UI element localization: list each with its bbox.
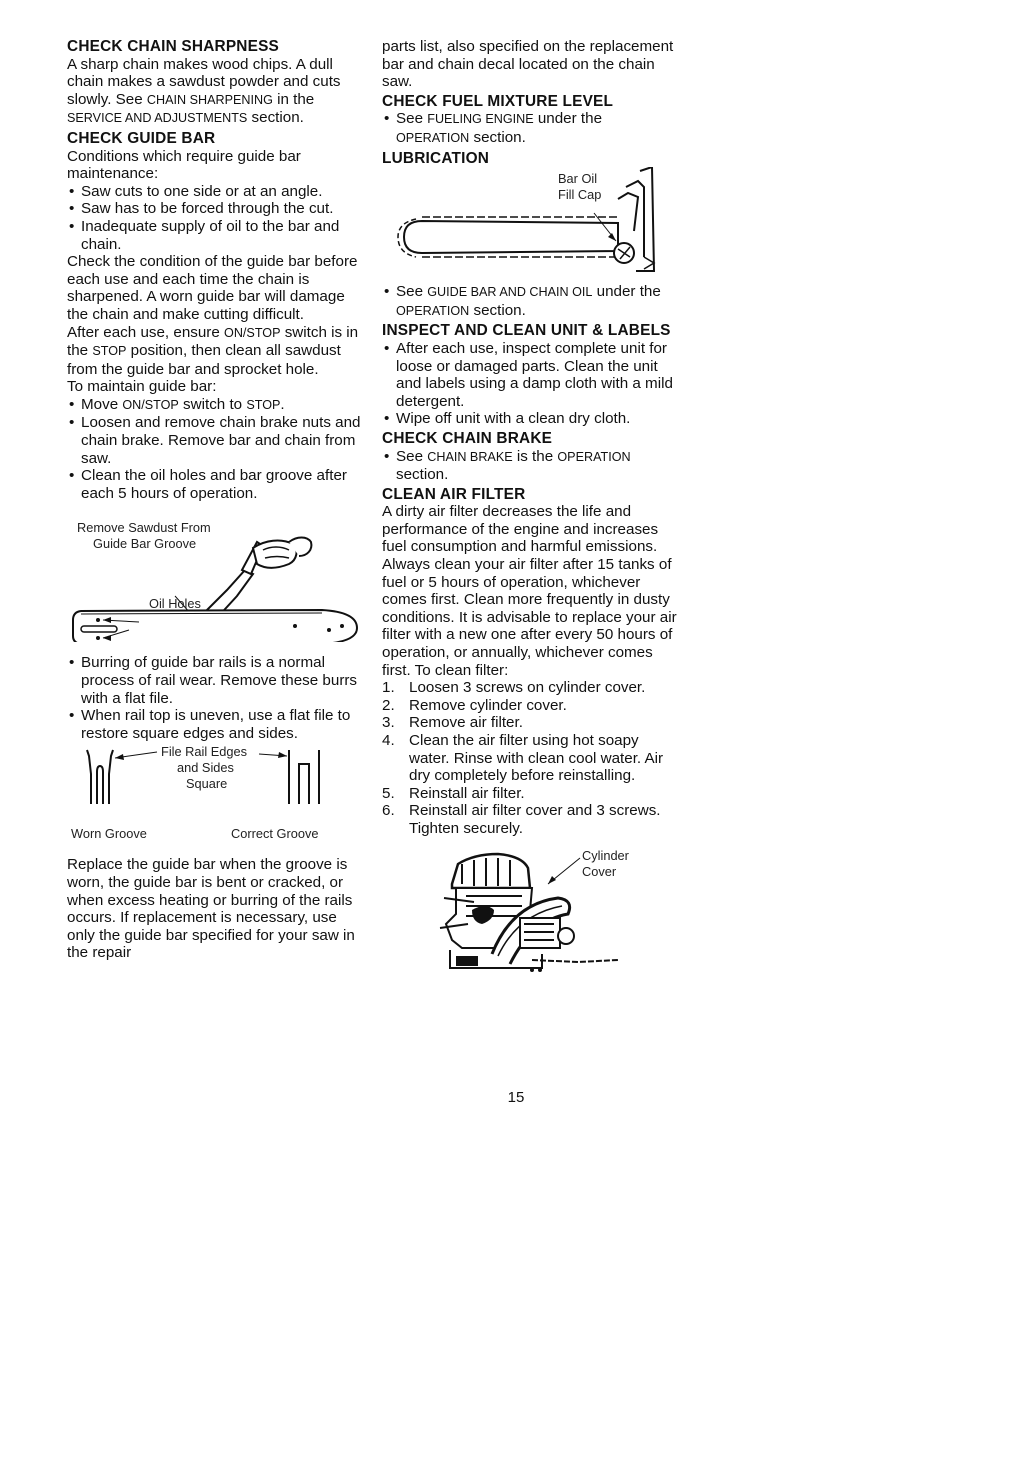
inspect-clean-section	[382, 322, 678, 428]
air-filter-steps	[382, 679, 678, 837]
list-item: 1. Loosen 3 screws on cylinder cover.	[382, 679, 646, 697]
bar-oil-illustration	[382, 167, 678, 277]
fuel-mixture-list	[382, 110, 678, 147]
sawdust-label-line-1: Remove Sawdust From	[77, 520, 211, 536]
cylinder-cover-illustration	[382, 844, 678, 980]
list-item: • Saw cuts to one side or at an angle.	[67, 183, 363, 201]
left-column	[67, 38, 363, 962]
list-item: • Loosen and remove chain brake nuts and chain brake. Remove bar and chain from saw.	[67, 414, 363, 467]
correct-groove-label: Correct Groove	[231, 826, 319, 842]
inspect-clean-heading: INSPECT AND CLEAN UNIT & LABELS	[382, 322, 671, 340]
list-item: • See FUELING ENGINE under the OPERATION section.	[382, 110, 678, 147]
groove-captions	[67, 826, 363, 852]
worn-groove-label: Worn Groove	[71, 826, 147, 842]
list-item: • Inadequate supply of oil to the bar and chain.	[67, 218, 363, 253]
list-item: • When rail top is uneven, use a flat file to restore square edges and sides.	[67, 707, 363, 742]
bar-oil-label-line-2: Fill Cap	[558, 187, 602, 203]
sawdust-label-line-2: Guide Bar Groove	[93, 536, 197, 552]
chain-sharpness-heading: CHECK CHAIN SHARPNESS	[67, 38, 279, 55]
chain-sharpness-text: A sharp chain makes wood chips. A dull chain makes a sawdust powder and cuts slowly. See CHAIN SHARPENING in the SERVICE AND ADJUSTMENTS section.	[67, 55, 341, 127]
page-number: 15	[507, 1089, 525, 1106]
list-item: 5. Reinstall air filter.	[382, 784, 525, 802]
cylinder-cover-figure	[382, 844, 678, 980]
lubrication-list	[382, 283, 678, 320]
list-item: • Wipe off unit with a clean dry cloth.	[382, 410, 678, 428]
rail-label-line-3: Square	[186, 776, 228, 792]
continued-text: parts list, also specified on the replacement bar and chain decal located on the chain saw.	[382, 38, 674, 91]
rail-groove-figure	[67, 744, 363, 826]
list-item: • Clean the oil holes and bar groove after each 5 hours of operation.	[67, 467, 363, 502]
guide-bar-after-use: After each use, ensure ON/STOP switch is in the STOP position, then clean all sawdust from the guide bar and sprocket hole.	[67, 323, 359, 378]
rail-label-line-1: File Rail Edges	[161, 744, 248, 760]
air-filter-section	[382, 486, 678, 980]
guide-bar-intro: Conditions which require guide bar maintenance:	[67, 147, 301, 183]
oil-holes-label: Oil Holes	[149, 596, 201, 612]
list-item: • Move ON/STOP switch to STOP.	[67, 396, 363, 415]
air-filter-heading: CLEAN AIR FILTER	[382, 485, 526, 503]
list-item: 4. Clean the air filter using hot soapy water. Rinse with clean cool water. Air dry completely before reinstalling.	[382, 732, 664, 785]
list-item: • After each use, inspect complete unit for loose or damaged parts. Clean the unit and labels using a damp cloth with a mild detergent.	[382, 340, 678, 410]
guide-bar-check-text: Check the condition of the guide bar before each use and each time the chain is sharpened. A worn guide bar will damage the chain and make cutting difficult.	[67, 253, 358, 323]
fuel-mixture-section	[382, 93, 678, 148]
rail-label-line-2: and Sides	[177, 760, 234, 776]
guide-bar-heading: CHECK GUIDE BAR	[67, 129, 216, 147]
list-item: • Saw has to be forced through the cut.	[67, 200, 363, 218]
list-item: 3. Remove air filter.	[382, 714, 523, 732]
chain-sharpness-section	[67, 38, 363, 128]
air-filter-intro: A dirty air filter decreases the life and performance of the engine and increases fuel consumption and harmful emissions. Always clean your air filter after 15 tanks of fuel or 5 hours of operation, whichever comes first. Clean more frequently in dusty conditions. It is advisable to replace your air filter with a new one after every 50 hours of operation, or annually, whichever comes first. To clean filter:	[382, 503, 677, 679]
replace-guide-bar-text: Replace the guide bar when the groove is worn, the guide bar is bent or cracked, or when excess heating or burring of the rails occurs. If replacement is necessary, use only the guide bar specified for your saw in the repair	[67, 856, 355, 962]
chain-brake-list	[382, 448, 678, 484]
cylinder-label-line-1: Cylinder	[582, 847, 629, 863]
bar-oil-label-line-1: Bar Oil	[558, 171, 598, 187]
chain-brake-section	[382, 430, 678, 484]
right-column	[382, 38, 678, 980]
lubrication-section	[382, 150, 678, 321]
lubrication-figure	[382, 167, 678, 277]
list-item: 6. Reinstall air filter cover and 3 screws. Tighten securely.	[382, 802, 661, 837]
burring-list	[67, 654, 363, 742]
list-item: • See CHAIN BRAKE is the OPERATION section.	[382, 448, 678, 484]
list-item: • Burring of guide bar rails is a normal process of rail wear. Remove these burrs with a flat file.	[67, 654, 363, 707]
chain-brake-heading: CHECK CHAIN BRAKE	[382, 429, 553, 447]
lubrication-heading: LUBRICATION	[382, 149, 490, 167]
list-item: 2. Remove cylinder cover.	[382, 696, 567, 714]
guide-bar-section	[67, 130, 363, 962]
guide-bar-figure	[67, 512, 363, 642]
guide-bar-maintain-intro: To maintain guide bar:	[67, 378, 217, 396]
guide-bar-conditions	[67, 183, 363, 253]
guide-bar-steps	[67, 396, 363, 503]
list-item: • See GUIDE BAR AND CHAIN OIL under the OPERATION section.	[382, 283, 678, 320]
cylinder-label-line-2: Cover	[582, 863, 617, 879]
fuel-mixture-heading: CHECK FUEL MIXTURE LEVEL	[382, 92, 614, 110]
inspect-clean-list	[382, 340, 678, 428]
